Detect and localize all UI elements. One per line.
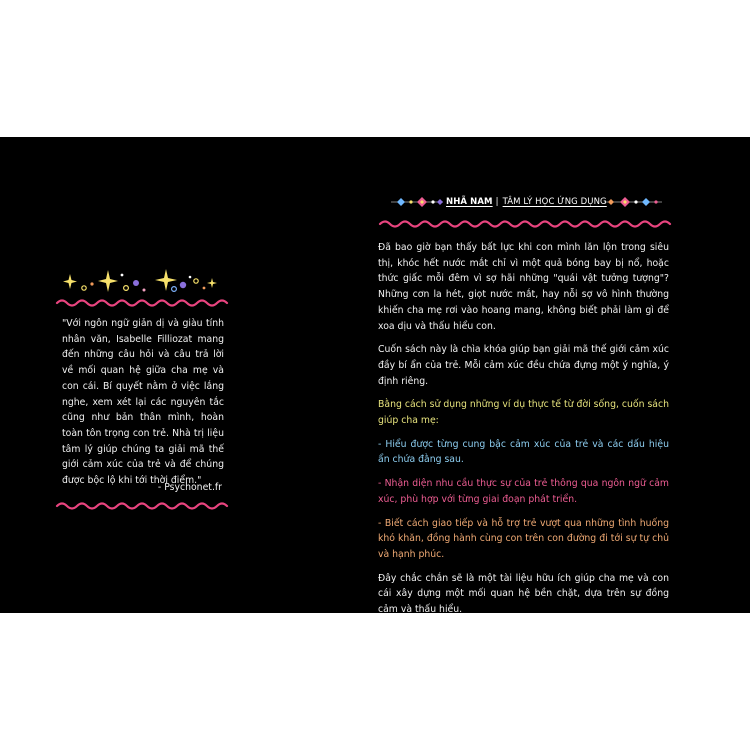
description-paragraph: Đây chắc chắn sẽ là một tài liệu hữu ích giúp cha mẹ và con cái xây dựng một mối quan hệ bền chặt, dựa trên sự đồng cảm và thấu hiểu. (378, 572, 669, 616)
description-paragraph: Đã bao giờ bạn thấy bất lực khi con mình lăn lộn trong siêu thị, khóc hết nước mắt chỉ vì một quả bóng bay bị nổ, hoặc thức giấc mỗi đêm vì sợ hãi những "quái vật tưởng tượng"? Những cơn la hét, giọt nước mắt, hay nỗi sợ vô hình thường khiến cha mẹ rơi vào hoang mang, không biết phải làm gì để xoa dịu và thấu hiểu con. (378, 242, 669, 332)
publisher-name: NHÃ NAM (446, 197, 493, 207)
benefit-item: - Nhận diện nhu cầu thực sự của trẻ thông qua ngôn ngữ cảm xúc, phù hợp với từng giai đoạn phát triển. (378, 478, 669, 505)
header-separator: | (495, 197, 499, 207)
benefits-intro: Bằng cách sử dụng những ví dụ thực tế từ đời sống, cuốn sách giúp cha mẹ: (378, 399, 669, 427)
testimonial-quote: "Với ngôn ngữ giản dị và giàu tính nhân văn, Isabelle Filliozat mang đến những câu hỏi và câu trả lời về mối quan hệ giữa cha mẹ và con cái. Bí quyết nằm ở việc lắng nghe, xem xét lại các nguyên tắc cũng như bản thân mình, hoàn toàn tôn trọng con trẻ. Nhà trị liệu tâm lý giúp chúng ta giải mã thế giới cảm xúc của trẻ và để chúng được bộc lộ khi tới thời điểm." (62, 318, 224, 487)
ornament-right-icon (604, 194, 662, 210)
benefit-item: - Biết cách giao tiếp và hỗ trợ trẻ vượt qua những tình huống khó khăn, đồng hành cùng con trên con đường đi tới sự tự chủ và hạnh phúc. (378, 517, 669, 560)
series-name: TÂM LÝ HỌC ỨNG DỤNG (502, 197, 607, 207)
testimonial-source: - Psychonet.fr (157, 482, 222, 493)
description-paragraph: Cuốn sách này là chìa khóa giúp bạn giải mã thế giới cảm xúc đầy bí ẩn của trẻ. Mỗi cảm xúc đều chứa đựng một ý nghĩa, ý định riêng. (378, 344, 669, 387)
book-description (378, 240, 669, 626)
benefit-item: - Hiểu được từng cung bậc cảm xúc của trẻ và các dấu hiệu ẩn chứa đằng sau. (378, 438, 669, 466)
wave-divider-icon (55, 297, 230, 309)
ornament-left-icon (391, 194, 443, 210)
wave-divider-icon (378, 218, 673, 230)
sparkles-decoration-icon (62, 268, 222, 296)
wave-divider-icon (55, 500, 230, 512)
publisher-header (446, 194, 607, 210)
